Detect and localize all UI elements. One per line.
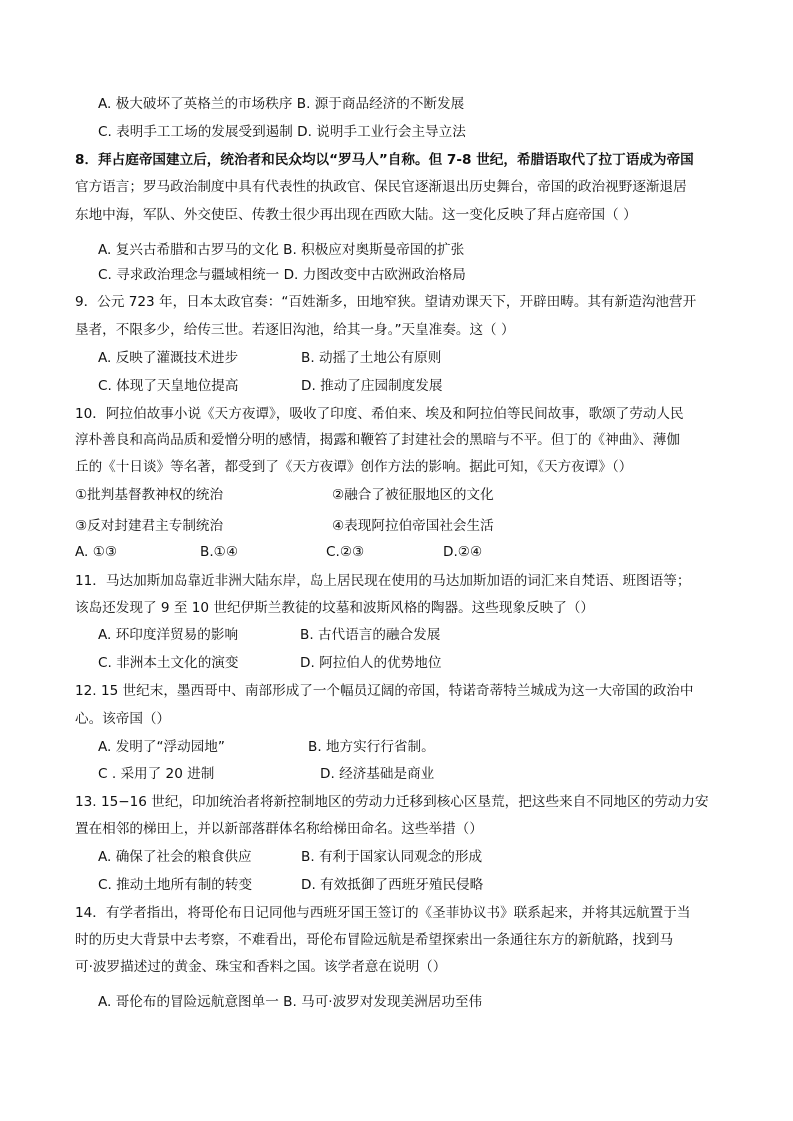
q9-stem-line-1: 9．公元 723 年，日本太政官奏：“百姓渐多，田地窄狭。望请劝课天下，开辟田畴。其有新造沟池营开 (75, 294, 697, 310)
q14-stem-line-1: 14．有学者指出，将哥伦布日记同他与西班牙国王签订的《圣菲协议书》联系起来，并将其远航置于当 (75, 905, 691, 921)
q13-option-b: B. 有利于国家认同观念的形成 (301, 849, 483, 865)
q8-options-ab: A. 复兴古希腊和古罗马的文化 B. 积极应对奥斯曼帝国的扩张 (98, 242, 465, 258)
q9-option-c: C. 体现了天皇地位提高 (98, 378, 239, 394)
q7-options-cd: C. 表明手工工场的发展受到遏制 D. 说明手工业行会主导立法 (98, 124, 466, 140)
q8-stem-line-2: 官方语言；罗马政治制度中具有代表性的执政官、保民官逐渐退出历史舞台，帝国的政治视野逐渐退居 (75, 179, 687, 195)
q12-option-d: D. 经济基础是商业 (320, 766, 435, 782)
q7-options-ab: A. 极大破坏了英格兰的市场秩序 B. 源于商品经济的不断发展 (98, 96, 465, 112)
q10-option-a: A. ①③ (75, 544, 118, 560)
q10-stem-line-1: 10．阿拉伯故事小说《天方夜谭》，吸收了印度、希伯来、埃及和阿拉伯等民间故事，歌颂了劳动人民 (75, 406, 684, 422)
q10-item-1: ①批判基督教神权的统治 (75, 487, 224, 503)
q13-stem-line-1: 13. 15−16 世纪，印加统治者将新控制地区的劳动力迁移到核心区垦荒，把这些来自不同地区的劳动力安 (75, 794, 709, 810)
q9-stem-line-2: 垦者，不限多少，给传三世。若逐旧沟池，给其一身。”天皇准奏。这（ ） (75, 322, 515, 338)
q8-stem-line-1: 8．拜占庭帝国建立后，统治者和民众均以“罗马人”自称。但 7-8 世纪，希腊语取代了拉丁语成为帝国 (75, 152, 694, 168)
q13-option-c: C. 推动土地所有制的转变 (98, 877, 253, 893)
q10-item-2: ②融合了被征服地区的文化 (332, 487, 494, 503)
q12-option-c: C . 采用了 20 进制 (98, 766, 215, 782)
q10-option-d: D.②④ (443, 544, 483, 560)
q10-option-c: C.②③ (326, 544, 365, 560)
q9-option-d: D. 推动了庄园制度发展 (301, 378, 443, 394)
q8-stem-line-3: 东地中海，军队、外交使臣、传教士很少再出现在西欧大陆。这一变化反映了拜占庭帝国（ ） (75, 207, 637, 223)
q9-option-b: B. 动摇了土地公有原则 (301, 350, 442, 366)
q8-options-cd: C. 寻求政治理念与疆域相统一 D. 力图改变中古欧洲政治格局 (98, 267, 466, 283)
q10-item-3: ③反对封建君主专制统治 (75, 518, 224, 534)
q10-stem-line-3: 丘的《十日谈》等名著，都受到了《天方夜谭》创作方法的影响。据此可知，《天方夜谭》（） (75, 459, 633, 475)
q12-option-b: B. 地方实行行省制。 (308, 739, 435, 755)
q13-option-a: A. 确保了社会的粮食供应 (98, 849, 252, 865)
q11-option-a: A. 环印度洋贸易的影响 (98, 627, 239, 643)
q14-stem-line-3: 可·波罗描述过的黄金、珠宝和香料之国。该学者意在说明（） (75, 959, 447, 975)
q13-stem-line-2: 置在相邻的梯田上，并以新部落群体名称给梯田命名。这些举措（） (75, 821, 483, 837)
q11-stem-line-1: 11．马达加斯加岛靠近非洲大陆东岸，岛上居民现在使用的马达加斯加语的词汇来自梵语、班图语等； (75, 573, 691, 589)
q11-stem-line-2: 该岛还发现了 9 至 10 世纪伊斯兰教徒的坟墓和波斯风格的陶器。这些现象反映了（） (75, 600, 595, 616)
q13-option-d: D. 有效抵御了西班牙殖民侵略 (301, 877, 484, 893)
q14-options-ab: A. 哥伦布的冒险远航意图单一 B. 马可·波罗对发现美洲居功至伟 (98, 994, 483, 1010)
q10-stem-line-2: 淳朴善良和高尚品质和爱憎分明的感情，揭露和鞭笞了封建社会的黑暗与不平。但丁的《神曲》、薄伽 (75, 432, 680, 448)
q11-option-c: C. 非洲本土文化的演变 (98, 655, 239, 671)
q12-option-a: A. 发明了“浮动园地” (98, 739, 225, 755)
q9-option-a: A. 反映了灌溉技术进步 (98, 350, 239, 366)
q11-option-d: D. 阿拉伯人的优势地位 (300, 655, 442, 671)
q12-stem-line-1: 12. 15 世纪末，墨西哥中、南部形成了一个幅员辽阔的帝国，特诺奇蒂特兰城成为这一大帝国的政治中 (75, 683, 694, 699)
q10-item-4: ④表现阿拉伯帝国社会生活 (332, 518, 494, 534)
q12-stem-line-2: 心。该帝国（） (75, 711, 171, 727)
q11-option-b: B. 古代语言的融合发展 (300, 627, 441, 643)
q14-stem-line-2: 时的历史大背景中去考察，不难看出，哥伦布冒险远航是希望探索出一条通往东方的新航路，找到马 (75, 932, 674, 948)
q10-option-b: B.①④ (200, 544, 239, 560)
